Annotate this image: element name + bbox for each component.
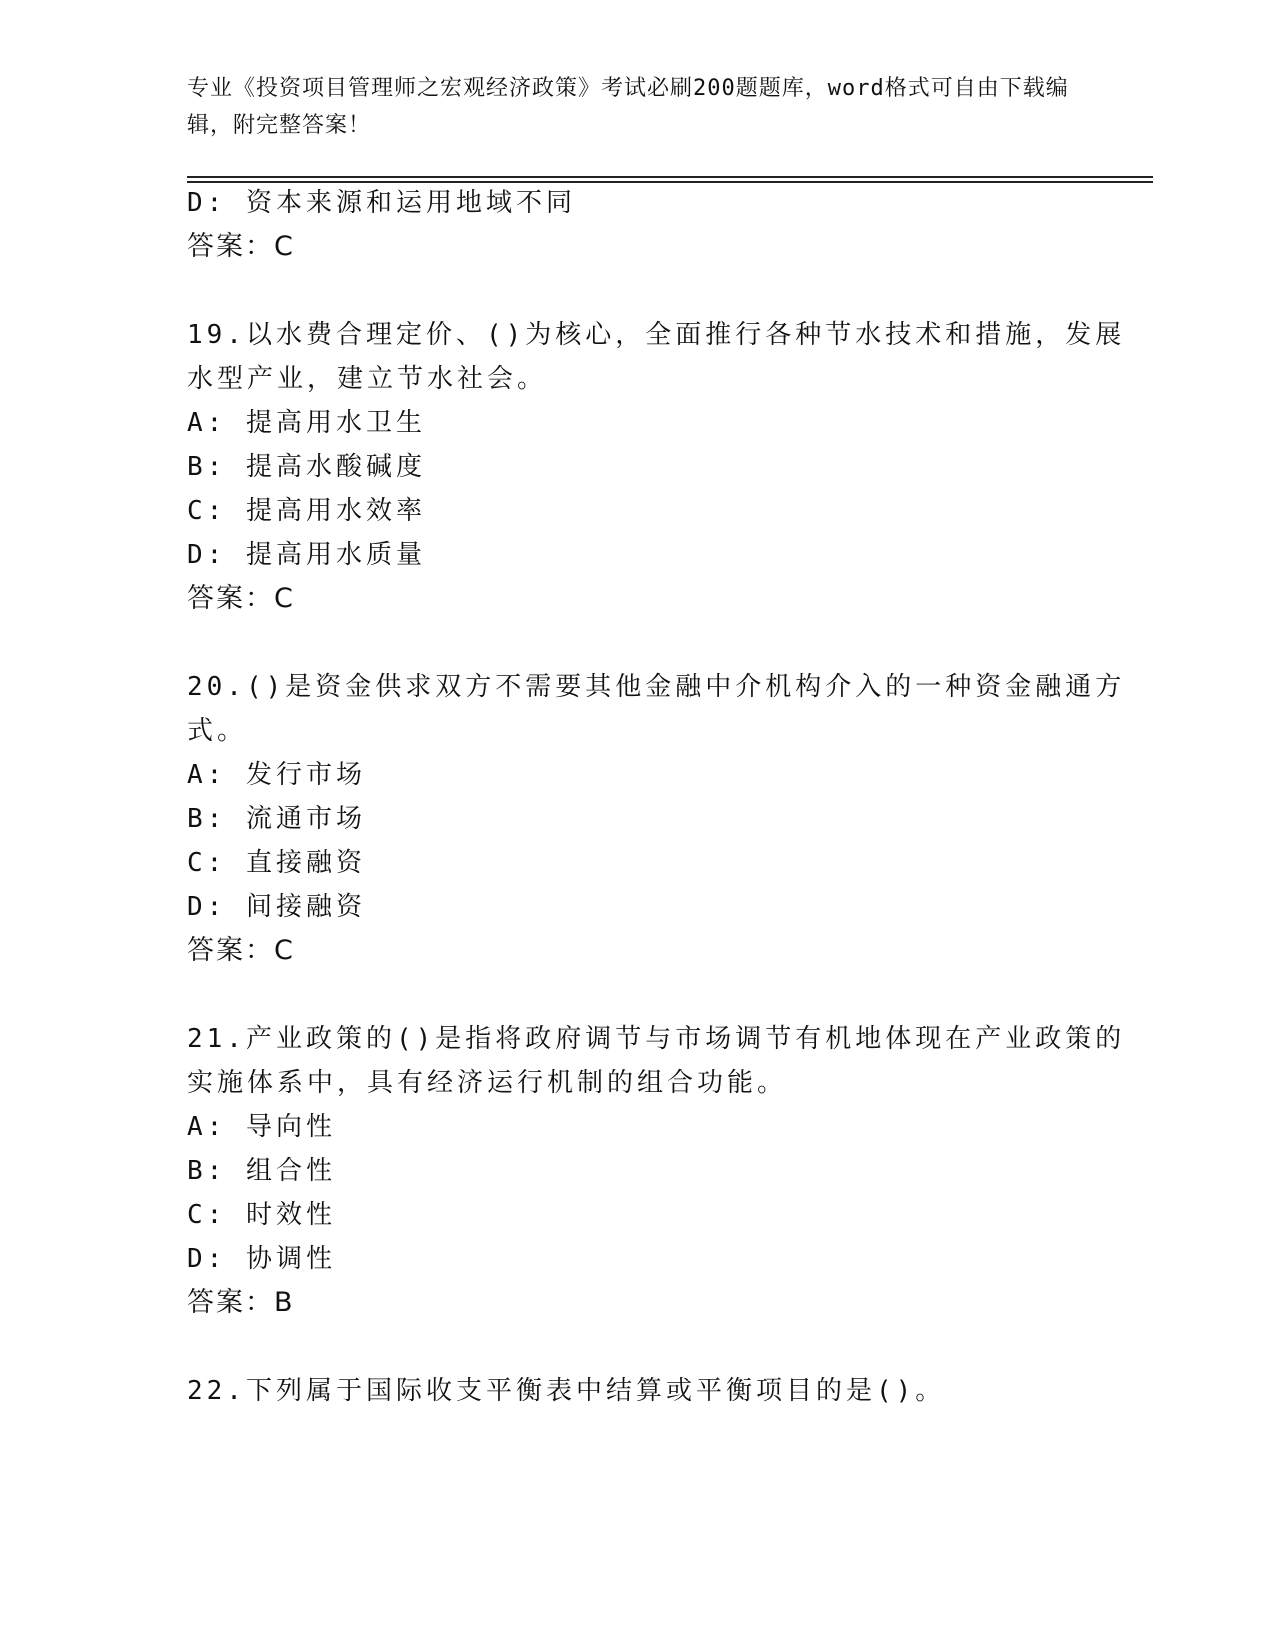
q20-option-d: D: 间接融资	[187, 892, 366, 922]
document-header: 专业《投资项目管理师之宏观经济政策》考试必刷200题题库，word格式可自由下载编辑，附完整答案！	[187, 76, 1069, 138]
q21-option-c: C: 时效性	[187, 1200, 336, 1230]
q20-option-c: C: 直接融资	[187, 848, 366, 878]
q20-option-b: B: 流通市场	[187, 804, 366, 834]
q21-answer: 答案：B	[187, 1287, 295, 1318]
q18-option-d: D: 资本来源和运用地域不同	[187, 188, 576, 218]
header-divider-top	[187, 176, 1153, 178]
q21-option-d: D: 协调性	[187, 1244, 336, 1274]
q19-stem-line1: 19.以水费合理定价、()为核心，全面推行各种节水技术和措施，发展	[187, 320, 1126, 350]
q19-option-d: D: 提高用水质量	[187, 540, 426, 570]
q19-answer: 答案：C	[187, 583, 295, 614]
q18-answer: 答案：C	[187, 231, 295, 262]
q19-option-c: C: 提高用水效率	[187, 496, 426, 526]
q20-option-a: A: 发行市场	[187, 760, 366, 790]
q22-stem-line1: 22.下列属于国际收支平衡表中结算或平衡项目的是()。	[187, 1376, 946, 1406]
q21-option-b: B: 组合性	[187, 1156, 336, 1186]
q19-stem-line2: 水型产业，建立节水社会。	[187, 364, 548, 394]
q21-stem-line1: 21.产业政策的()是指将政府调节与市场调节有机地体现在产业政策的	[187, 1024, 1126, 1054]
q21-stem-line2: 实施体系中，具有经济运行机制的组合功能。	[187, 1068, 788, 1098]
q20-stem-line2: 式。	[187, 716, 248, 746]
q19-option-a: A: 提高用水卫生	[187, 408, 426, 438]
q21-option-a: A: 导向性	[187, 1112, 336, 1142]
q20-answer: 答案：C	[187, 935, 295, 966]
q19-option-b: B: 提高水酸碱度	[187, 452, 426, 482]
q20-stem-line1: 20.()是资金供求双方不需要其他金融中介机构介入的一种资金融通方	[187, 672, 1126, 702]
